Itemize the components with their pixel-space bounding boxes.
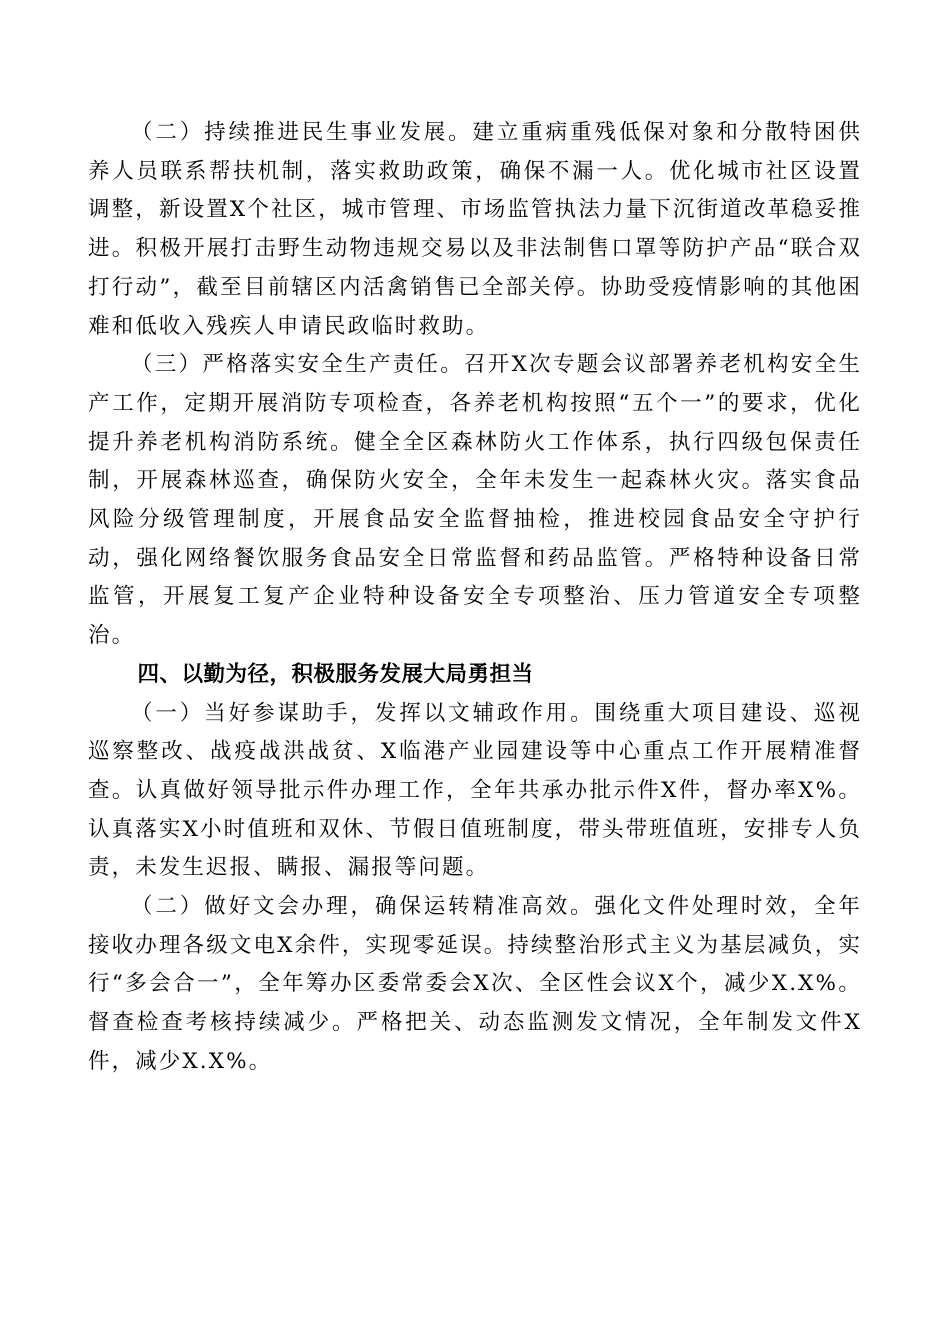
paragraph-advisory: （一）当好参谋助手，发挥以文辅政作用。围绕重大项目建设、巡视巡察整改、战疫战洪战贫、X临港产业园建设等中心重点工作开展精准督查。认真做好领导批示件办理工作，全年共承办批示件X件，督办率X%。认真落实X小时值班和双休、节假日值班制度，带头带班值班，安排专人负责，未发生迟报、瞒报、漏报等问题。 xyxy=(88,700,862,881)
section-heading-four: 四、以勤为径，积极服务发展大局勇担当 xyxy=(137,661,534,687)
paragraph-safety-production: （三）严格落实安全生产责任。召开X次专题会议部署养老机构安全生产工作，定期开展消防专项检查，各养老机构按照“五个一”的要求，优化提升养老机构消防系统。健全全区森林防火工作体系，执行四级包保责任制，开展森林巡查，确保防火安全，全年未发生一起森林火灾。落实食品风险分级管理制度，开展食品安全监督抽检，推进校园食品安全守护行动，强化网络餐饮服务食品安全日常监督和药品监管。严格特种设备日常监管，开展复工复产企业特种设备安全专项整治、压力管道安全专项整治。 xyxy=(88,352,862,649)
document-page xyxy=(88,114,862,1082)
paragraph-documents-meetings: （二）做好文会办理，确保运转精准高效。强化文件处理时效，全年接收办理各级文电X余件，实现零延误。持续整治形式主义为基层减负，实行“多会合一”，全年筹办区委常委会X次、全区性会议X个，减少X.X%。督查检查考核持续减少。严格把关、动态监测发文情况，全年制发文件X件，减少X.X%。 xyxy=(88,894,862,1074)
paragraph-livelihood: （二）持续推进民生事业发展。建立重病重残低保对象和分散特困供养人员联系帮扶机制，落实救助政策，确保不漏一人。优化城市社区设置调整，新设置X个社区，城市管理、市场监管执法力量下沉街道改革稳妥推进。积极开展打击野生动物违规交易以及非法制售口罩等防护产品“联合双打行动”，截至目前辖区内活禽销售已全部关停。协助受疫情影响的其他困难和低收入残疾人申请民政临时救助。 xyxy=(88,120,862,339)
